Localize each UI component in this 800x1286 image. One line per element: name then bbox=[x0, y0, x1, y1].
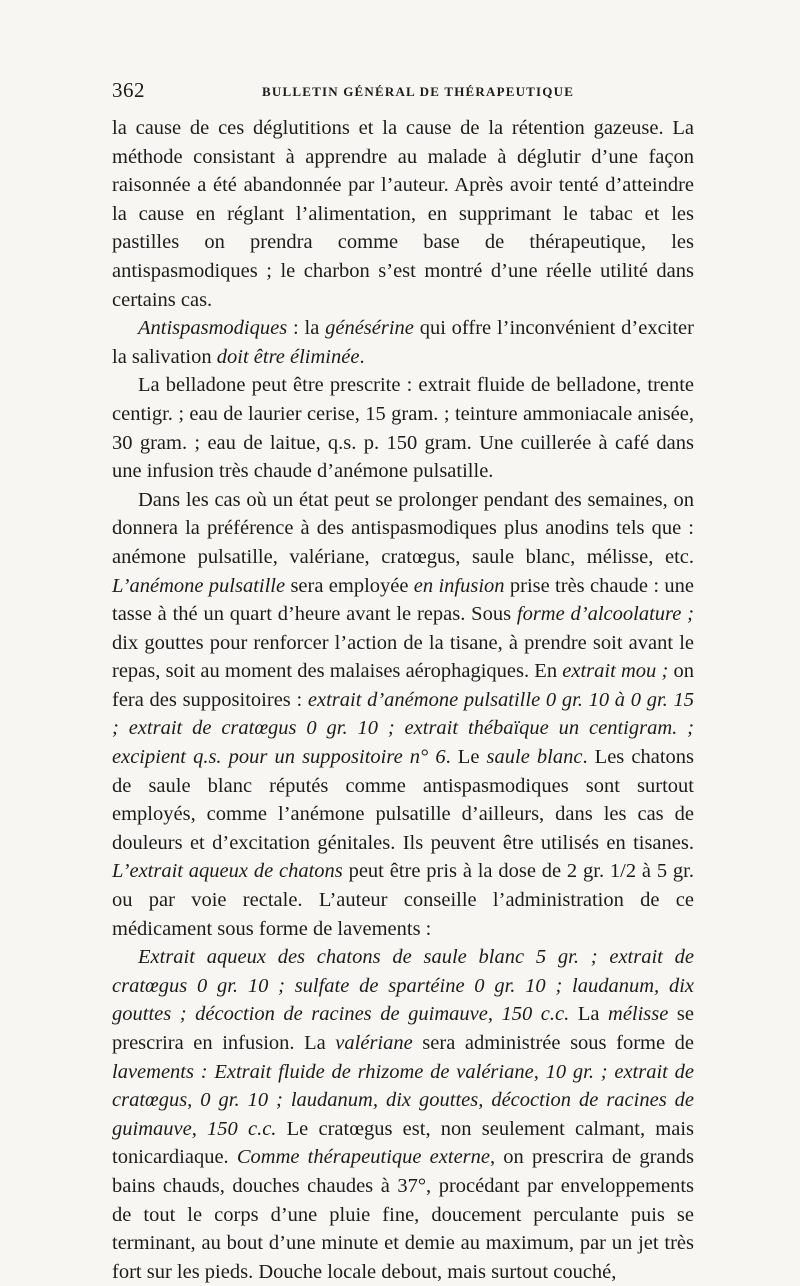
text-run: dix gouttes pour renforcer l’action de la tisane, à prendre soit avant le repas, soit au moment des malaises aérophagiques. En bbox=[112, 631, 694, 683]
italic-run: forme d’alcoolature ; bbox=[516, 603, 694, 626]
italic-run: valériane bbox=[335, 1032, 413, 1054]
text-run: on fera des suppositoires : bbox=[112, 660, 694, 711]
paragraph-1 bbox=[112, 114, 694, 314]
italic-run: en infusion bbox=[413, 574, 505, 597]
italic-run: L’anémone pulsatille bbox=[112, 574, 286, 597]
italic-run: saule blanc bbox=[486, 746, 583, 769]
text-run: Dans les cas où un état peut se prolonger pendant des semaines, on donnera la préférence à des antispasmodiques plus anodins tels que : anémone pulsatille, valériane, cratœgus, saule blanc, mélisse, etc. bbox=[112, 488, 694, 568]
text-run: prise très chaude : une tasse à thé un quart d’heure avant le repas. Sous bbox=[112, 574, 694, 626]
text-run: : la bbox=[287, 317, 326, 340]
paragraph-5 bbox=[112, 943, 694, 1286]
text-run: , on prescrira de grands bains chauds, douches chaudes à 37°, procédant par enveloppements de tout le corps d’une pluie fine, doucement perculante puis se terminant, au bout d’une minute et demie au maximum, par un jet très fort sur les pieds. Douche locale debout, mais surtout couché, bbox=[112, 1146, 695, 1283]
body-text bbox=[112, 114, 694, 1286]
italic-run: lavements : Extrait fluide de rhizome de valériane, 10 gr. ; extrait de cratœgus, 0 gr. 10 ; laudanum, dix gouttes, décoction de racines de guimauve, 150 c.c. bbox=[112, 1060, 694, 1140]
text-run: sera employée bbox=[285, 574, 414, 597]
text-run: la cause de ces déglutitions et la cause de la rétention gazeuse. La méthode consistant à apprendre au malade à déglutir d’une façon raisonnée a été abandonnée par l’auteur. Après avoir tenté d’atteindre la cause en réglant l’alimentation, en supprimant le tabac et les pastilles on prendra comme base de thérapeutique, les antispasmodiques ; le charbon s’est montré d’une réelle utilité dans certains cas. bbox=[112, 117, 694, 311]
italic-run: Extrait aqueux des chatons de saule blanc 5 gr. ; extrait de cratœgus 0 gr. 10 ; sulfate de spartéine 0 gr. 10 ; laudanum, dix gouttes ; décoction de racines de guimauve, 150 c.c. bbox=[112, 946, 694, 1026]
italic-run: L’extrait aqueux de chatons bbox=[112, 860, 343, 883]
paragraph-2 bbox=[112, 314, 694, 371]
text-run: se prescrira en infusion. La bbox=[112, 1003, 695, 1054]
text-run: qui offre l’inconvénient d’exciter la salivation bbox=[112, 317, 694, 368]
italic-run: extrait d’anémone pulsatille 0 gr. 10 à 0 gr. 15 ; extrait de cratœgus 0 gr. 10 ; extrait thébaïque un centigram. ; excipient q.s. pour un suppositoire n° 6 bbox=[112, 688, 694, 769]
text-run: La belladone peut être prescrite : extrait fluide de belladone, trente centigr. ; eau de laurier cerise, 15 gram. ; teinture ammoniacale anisée, 30 gram. ; eau de laitue, q.s. p. 150 gram. Une cuillerée à café dans une infusion très chaude d’anémone pulsatille. bbox=[112, 374, 694, 483]
text-run: . Le bbox=[445, 746, 487, 769]
text-run: . bbox=[359, 345, 365, 368]
running-title: BULLETIN GÉNÉRAL DE THÉRAPEUTIQUE bbox=[262, 84, 575, 99]
text-run: Le cratœgus est, non seulement calmant, mais tonicardiaque. bbox=[112, 1117, 694, 1169]
italic-run: doit être éliminée bbox=[216, 345, 360, 368]
text-run: peut être pris à la dose de 2 gr. 1/2 à 5 gr. ou par voie rectale. L’auteur conseille l’administration de ce médicament sous forme de lavements : bbox=[112, 860, 694, 940]
italic-run: mélisse bbox=[608, 1003, 669, 1026]
text-run: La bbox=[569, 1003, 609, 1026]
page-header bbox=[112, 78, 694, 102]
paragraph-4 bbox=[112, 486, 694, 944]
italic-run: extrait mou ; bbox=[562, 660, 669, 683]
italic-run: Comme thérapeutique externe bbox=[236, 1146, 491, 1169]
paragraph-3 bbox=[112, 371, 694, 485]
italic-run: Antispasmodiques bbox=[138, 317, 288, 340]
text-run: . Les chatons de saule blanc réputés comme antispasmodiques sont surtout employés, comme l’anémone pulsatille d’ailleurs, dans les cas de douleurs et d’excitation génitales. Ils peuvent être utilisés en tisanes. bbox=[112, 746, 694, 854]
page-number: 362 bbox=[112, 78, 145, 102]
text-run: sera administrée sous forme de bbox=[412, 1032, 694, 1054]
italic-run: génésérine bbox=[325, 317, 414, 340]
